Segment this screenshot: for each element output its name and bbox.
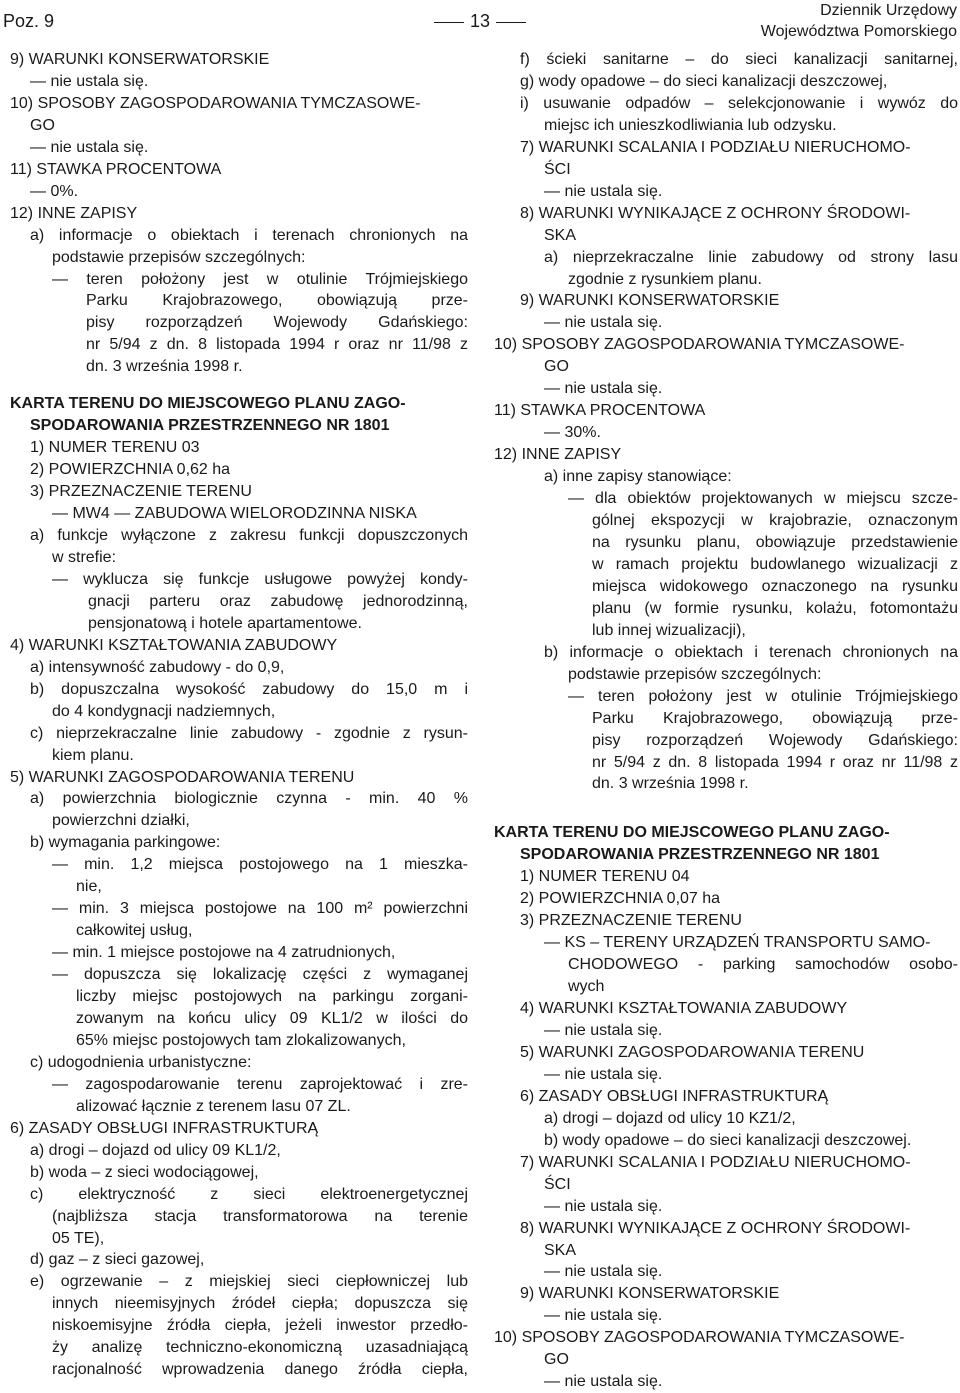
right-column-line: a) nieprzekraczalne linie zabudowy od strony lasu [544, 248, 958, 266]
right-column-line: — nie ustala się. [544, 380, 663, 398]
page-number-dash-left [434, 22, 464, 23]
left-column-line: — teren położony jest w otulinie Trójmiejskiego [52, 270, 468, 288]
left-column-line: powierzchni działki, [52, 812, 190, 830]
right-column-line: w ramach projektu budowlanego wizualizacji z [592, 555, 958, 573]
left-column-spacer [10, 378, 468, 393]
journal-title-line1: Dziennik Urzędowy [820, 2, 957, 19]
right-column-line: 3) PRZEZNACZENIE TERENU [520, 912, 742, 930]
right-column-line: 12) INNE ZAPISY [494, 446, 622, 464]
left-column-line: innych nieemisyjnych źródeł ciepła; dopuszcza się [52, 1295, 468, 1313]
right-column-line: wych [568, 978, 605, 996]
left-column-line: pensjonatową i hotele apartamentowe. [88, 614, 362, 632]
left-column-line: — zagospodarowanie terenu zaprojektować i zre- [52, 1075, 468, 1093]
left-column-line: b) woda – z sieci wodociągowej, [30, 1163, 259, 1181]
left-column-line: 10) SPOSOBY ZAGOSPODAROWANIA TYMCZASOWE- [10, 94, 421, 112]
right-column-line: — nie ustala się. [544, 1065, 663, 1083]
left-column-line: e) ogrzewanie – z miejskiej sieci ciepłowniczej lub [30, 1273, 468, 1291]
left-column-line: 3) PRZEZNACZENIE TERENU [30, 483, 252, 501]
left-column-line: nie, [76, 878, 102, 896]
journal-title [761, 0, 957, 42]
right-column-line: f) ścieki sanitarne – do sieci kanalizacji sanitarnej, [520, 51, 958, 68]
left-column-line: a) funkcje wyłączone z zakresu funkcji dopuszczonych [30, 527, 468, 545]
right-column-line: a) drogi – dojazd od ulicy 10 KZ1/2, [544, 1109, 796, 1127]
left-column-line: — dopuszcza się lokalizację części z wymaganej [52, 966, 468, 984]
left-column-line: 9) WARUNKI KONSERWATORSKIE [10, 51, 270, 68]
left-column-line: dn. 3 września 1998 r. [86, 358, 243, 376]
right-column-line: 7) WARUNKI SCALANIA I PODZIAŁU NIERUCHOMO- [520, 138, 911, 156]
right-column-line: CHODOWEGO - parking samochodów osobo- [568, 956, 958, 974]
left-column-line: 11) STAWKA PROCENTOWA [10, 160, 222, 178]
right-column-line: 2) POWIERZCHNIA 0,07 ha [520, 890, 721, 908]
left-column-line: 4) WARUNKI KSZTAŁTOWANIA ZABUDOWY [10, 636, 338, 654]
left-column-line: racjonalność wprowadzenia danego źródła ciepła, [52, 1361, 468, 1379]
right-column-line: ŚCI [544, 160, 571, 178]
left-column-line: 6) ZASADY OBSŁUGI INFRASTRUKTURĄ [10, 1119, 319, 1137]
right-column-line: dn. 3 września 1998 r. [592, 775, 749, 793]
left-column-line: a) informacje o obiektach i terenach chronionych na [30, 226, 468, 244]
right-column-line: — nie ustala się. [544, 1021, 663, 1039]
right-column-line: a) inne zapisy stanowiące: [544, 468, 732, 486]
left-column-line: alizować łącznie z terenem lasu 07 ZL. [76, 1097, 351, 1115]
right-column-line: podstawie przepisów szczególnych: [568, 665, 822, 683]
right-column-line: — KS – TERENY URZĄDZEŃ TRANSPORTU SAMO- [544, 934, 931, 952]
right-column-line: miejsc ich unieszkodliwiania lub odzysku. [544, 116, 837, 134]
left-column [10, 49, 468, 1381]
right-column-line: b) informacje o obiektach i terenach chronionych na [544, 643, 958, 661]
right-column-line: 7) WARUNKI SCALANIA I PODZIAŁU NIERUCHOMO- [520, 1153, 911, 1171]
right-column-line: 8) WARUNKI WYNIKAJĄCE Z OCHRONY ŚRODOWI- [520, 204, 911, 222]
left-column-line: c) elektryczność z sieci elektroenergetycznej [30, 1185, 468, 1203]
right-column-line: SKA [544, 1241, 577, 1259]
right-column-line: — nie ustala się. [544, 1197, 663, 1215]
right-column-line: — nie ustala się. [544, 314, 663, 332]
left-column-line: zowanym na końcu ulicy 09 KL1/2 w ilości do [76, 1009, 468, 1027]
left-column-line: a) powierzchnia biologicznie czynna - min. 40 % [30, 790, 468, 808]
left-column-line: 2) POWIERZCHNIA 0,62 ha [30, 461, 231, 479]
right-column-line: ŚCI [544, 1175, 571, 1193]
left-column-line: KARTA TERENU DO MIEJSCOWEGO PLANU ZAGO- [10, 395, 406, 413]
right-column-line: 11) STAWKA PROCENTOWA [494, 402, 706, 420]
journal-title-line2: Województwa Pomorskiego [760, 23, 957, 40]
left-column-line: — wyklucza się funkcje usługowe powyżej kondy- [52, 570, 468, 588]
left-column-line: GO [30, 116, 55, 134]
left-column-line: SPODAROWANIA PRZESTRZENNEGO NR 1801 [30, 417, 390, 435]
right-column-line: — nie ustala się. [544, 182, 663, 200]
right-column-line: 1) NUMER TERENU 04 [520, 868, 690, 886]
right-column-line: Parku Krajobrazowego, obowiązują prze- [592, 709, 958, 727]
left-column-line: a) intensywność zabudowy - do 0,9, [30, 658, 285, 676]
left-column-line: — nie ustala się. [30, 72, 149, 90]
right-column-line: 9) WARUNKI KONSERWATORSKIE [520, 1285, 780, 1303]
left-column-line: całkowitej usług, [76, 922, 193, 940]
right-column-line: GO [544, 1351, 569, 1369]
left-column-line: — min. 3 miejsca postojowe na 100 m² powierzchni [52, 900, 468, 918]
left-column-line: 5) WARUNKI ZAGOSPODAROWANIA TERENU [10, 768, 355, 786]
left-column-line: b) dopuszczalna wysokość zabudowy do 15,0 m i [30, 680, 468, 698]
right-column-line: GO [544, 358, 569, 376]
left-column-line: do 4 kondygnacji nadziemnych, [52, 702, 276, 720]
left-column-line: kiem planu. [52, 746, 134, 764]
right-column-line: SPODAROWANIA PRZESTRZENNEGO NR 1801 [520, 846, 880, 864]
right-column-line: pisy rozporządzeń Wojewody Gdańskiego: [592, 731, 958, 749]
left-column-line: niskoemisyjne źródła ciepła, jeżeli inwestor przedło- [52, 1317, 468, 1335]
right-column-line: — dla obiektów projektowanych w miejscu szcze- [568, 490, 958, 508]
right-column-line: zgodnie z rysunkiem planu. [568, 270, 762, 288]
left-column-line: ży analizę techniczno-ekonomiczną uzasadniającą [52, 1339, 468, 1357]
page-number-dash-right [496, 22, 526, 23]
page-number-text: 13 [470, 11, 491, 31]
left-column-line: w strefie: [52, 548, 117, 566]
right-column-line: lub innej wizualizacji), [592, 621, 746, 639]
left-column-line: liczby miejsc postojowych na parkingu zorgani- [76, 988, 468, 1006]
left-column-line: 12) INNE ZAPISY [10, 204, 138, 222]
right-column [494, 49, 958, 1393]
right-column-line: 8) WARUNKI WYNIKAJĄCE Z OCHRONY ŚRODOWI- [520, 1219, 911, 1237]
left-column-line: — 0%. [30, 182, 79, 200]
right-column-line: — teren położony jest w otulinie Trójmiejskiego [568, 687, 958, 705]
right-column-line: g) wody opadowe – do sieci kanalizacji deszczowej, [520, 72, 888, 90]
right-column-line: SKA [544, 226, 577, 244]
left-column-line: a) drogi – dojazd od ulicy 09 KL1/2, [30, 1141, 281, 1159]
page-number [428, 11, 532, 32]
left-column-line: — MW4 — ZABUDOWA WIELORODZINNA NISKA [52, 505, 417, 523]
left-column-line: (najbliższa stacja transformatorowa na terenie [52, 1207, 468, 1225]
left-column-line: 65% miejsc postojowych tam zlokalizowanych, [76, 1031, 406, 1049]
left-column-line: gnacji parteru oraz zabudowę jednorodzinną, [88, 592, 468, 610]
right-column-line: 10) SPOSOBY ZAGOSPODAROWANIA TYMCZASOWE- [494, 1329, 905, 1347]
left-column-line: b) wymagania parkingowe: [30, 834, 221, 852]
left-column-line: — min. 1 miejsce postojowe na 4 zatrudnionych, [52, 944, 396, 962]
position-number: Poz. 9 [3, 11, 55, 31]
right-column-line: KARTA TERENU DO MIEJSCOWEGO PLANU ZAGO- [494, 824, 890, 842]
right-column-line: b) wody opadowe – do sieci kanalizacji deszczowej. [544, 1131, 912, 1149]
left-column-line: 05 TE), [52, 1229, 105, 1247]
left-column-line: c) udogodnienia urbanistyczne: [30, 1053, 252, 1071]
right-column-line: — nie ustala się. [544, 1373, 663, 1391]
right-column-spacer [494, 795, 958, 822]
right-column-line: 4) WARUNKI KSZTAŁTOWANIA ZABUDOWY [520, 1000, 848, 1018]
right-column-line: nr 5/94 z dn. 8 listopada 1994 r oraz nr 11/98 z [592, 753, 958, 771]
right-column-line: — nie ustala się. [544, 1307, 663, 1325]
right-column-line: planu (w formie rysunku, kolażu, fotomontażu [592, 599, 958, 617]
left-column-line: podstawie przepisów szczególnych: [52, 248, 306, 266]
right-column-line: 10) SPOSOBY ZAGOSPODAROWANIA TYMCZASOWE- [494, 336, 905, 354]
right-column-line: na rysunku planu, obowiązuje przedstawienie [592, 533, 958, 551]
left-column-line: d) gaz – z sieci gazowej, [30, 1251, 205, 1269]
left-column-line: pisy rozporządzeń Wojewody Gdańskiego: [86, 314, 468, 332]
left-column-line: 1) NUMER TERENU 03 [30, 439, 200, 457]
right-column-line: miejsca widokowego oznaczonego na rysunku [592, 577, 958, 595]
right-column-line: 9) WARUNKI KONSERWATORSKIE [520, 292, 780, 310]
left-column-line: nr 5/94 z dn. 8 listopada 1994 r oraz nr 11/98 z [86, 336, 468, 354]
right-column-line: 5) WARUNKI ZAGOSPODAROWANIA TERENU [520, 1043, 865, 1061]
right-column-line: — nie ustala się. [544, 1263, 663, 1281]
left-column-line: — nie ustala się. [30, 138, 149, 156]
left-column-line: c) nieprzekraczalne linie zabudowy - zgodnie z rysun- [30, 724, 468, 742]
right-column-line: — 30%. [544, 424, 601, 442]
right-column-line: i) usuwanie odpadów – selekcjonowanie i wywóz do [520, 94, 958, 112]
left-column-line: Parku Krajobrazowego, obowiązują prze- [86, 292, 468, 310]
left-column-line: — min. 1,2 miejsca postojowego na 1 mieszka- [52, 856, 468, 874]
right-column-line: gólnej ekspozycji w krajobrazie, oznaczonym [592, 512, 958, 530]
right-column-line: 6) ZASADY OBSŁUGI INFRASTRUKTURĄ [520, 1087, 829, 1105]
